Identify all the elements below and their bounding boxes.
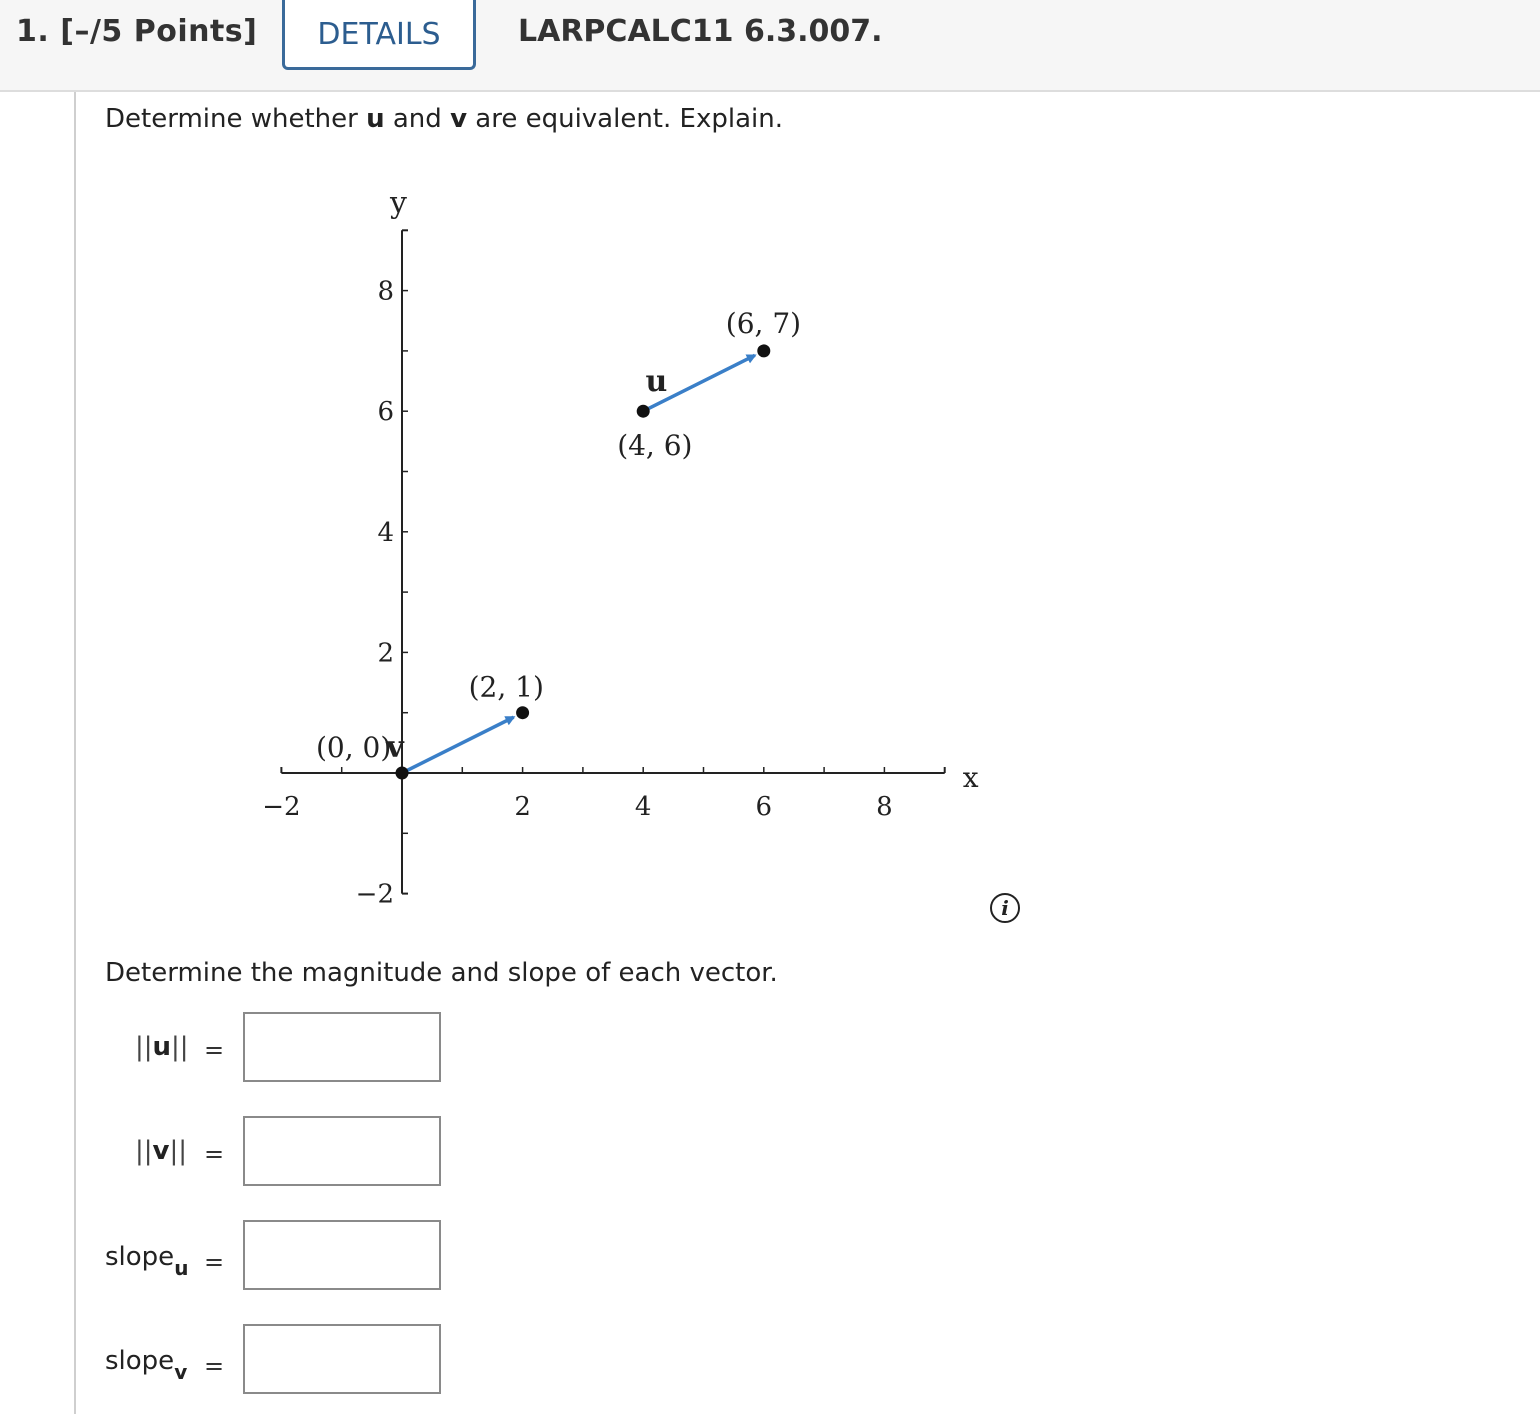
subprompt: Determine the magnitude and slope of each vector. <box>105 958 778 988</box>
x-tick-label: 8 <box>876 792 893 822</box>
y-axis-label: y <box>390 185 407 221</box>
axes <box>281 230 944 893</box>
vector-u-initial-label: (4, 6) <box>617 429 693 463</box>
answer-label-u-magnitude: ||u|| <box>135 1032 189 1062</box>
prompt-vector-v: v <box>450 104 468 134</box>
details-button[interactable]: DETAILS <box>282 0 476 70</box>
prompt-text-3: are equivalent. Explain. <box>467 104 783 134</box>
x-tick-label: 6 <box>755 792 773 822</box>
prompt-vector-u: u <box>366 104 385 134</box>
x-tick-label: 2 <box>514 792 531 822</box>
answer-row-v-magnitude <box>0 1116 460 1188</box>
tick-marks <box>342 291 885 834</box>
vector-u-name-label: u <box>645 364 668 400</box>
vector-v <box>402 717 514 773</box>
equals-sign: = <box>204 1140 225 1168</box>
answer-label-v-slope: slope$_v$ <box>105 1346 188 1384</box>
x-tick-label: 4 <box>634 792 652 822</box>
v-slope-input[interactable] <box>243 1324 441 1394</box>
equals-sign: = <box>204 1036 225 1064</box>
v-magnitude-input[interactable] <box>243 1116 441 1186</box>
y-tick-label: −2 <box>355 879 394 910</box>
equals-sign: = <box>204 1248 225 1276</box>
vector-u-terminal-point <box>757 344 770 357</box>
prompt-text-2: and <box>384 104 451 134</box>
vector-u-terminal-label: (6, 7) <box>725 306 802 340</box>
answer-row-u-magnitude <box>0 1012 460 1084</box>
answer-row-v-slope <box>0 1324 460 1396</box>
x-tick-label: −2 <box>262 792 301 822</box>
x-axis-label: x <box>962 761 979 794</box>
vector-v-initial-label: (0, 0) <box>316 731 392 764</box>
y-tick-label: 8 <box>377 276 394 307</box>
tick-labels <box>262 185 978 909</box>
vector-v-terminal-point <box>516 706 529 719</box>
y-tick-label: 2 <box>377 638 394 669</box>
answer-label-v-magnitude: ||v|| <box>135 1136 188 1166</box>
answer-row-u-slope <box>0 1220 460 1292</box>
u-magnitude-input[interactable] <box>243 1012 441 1082</box>
question-code: LARPCALC11 6.3.007. <box>518 14 883 49</box>
prompt-text-1: Determine whether <box>105 104 367 134</box>
y-tick-label: 6 <box>377 397 394 428</box>
info-icon[interactable]: i <box>990 893 1020 923</box>
points-label: [–/5 Points] <box>60 14 258 49</box>
question-number: 1. <box>16 14 50 49</box>
u-slope-input[interactable] <box>243 1220 441 1290</box>
equals-sign: = <box>204 1352 225 1380</box>
vector-u-initial-point <box>637 405 650 418</box>
y-tick-label: 4 <box>377 517 394 548</box>
vector-v-initial-point <box>396 767 409 780</box>
answer-label-u-slope: slope$_u$ <box>105 1242 189 1280</box>
vector-v-name-label: v <box>386 729 404 765</box>
vector-v-terminal-label: (2, 1) <box>468 670 544 704</box>
